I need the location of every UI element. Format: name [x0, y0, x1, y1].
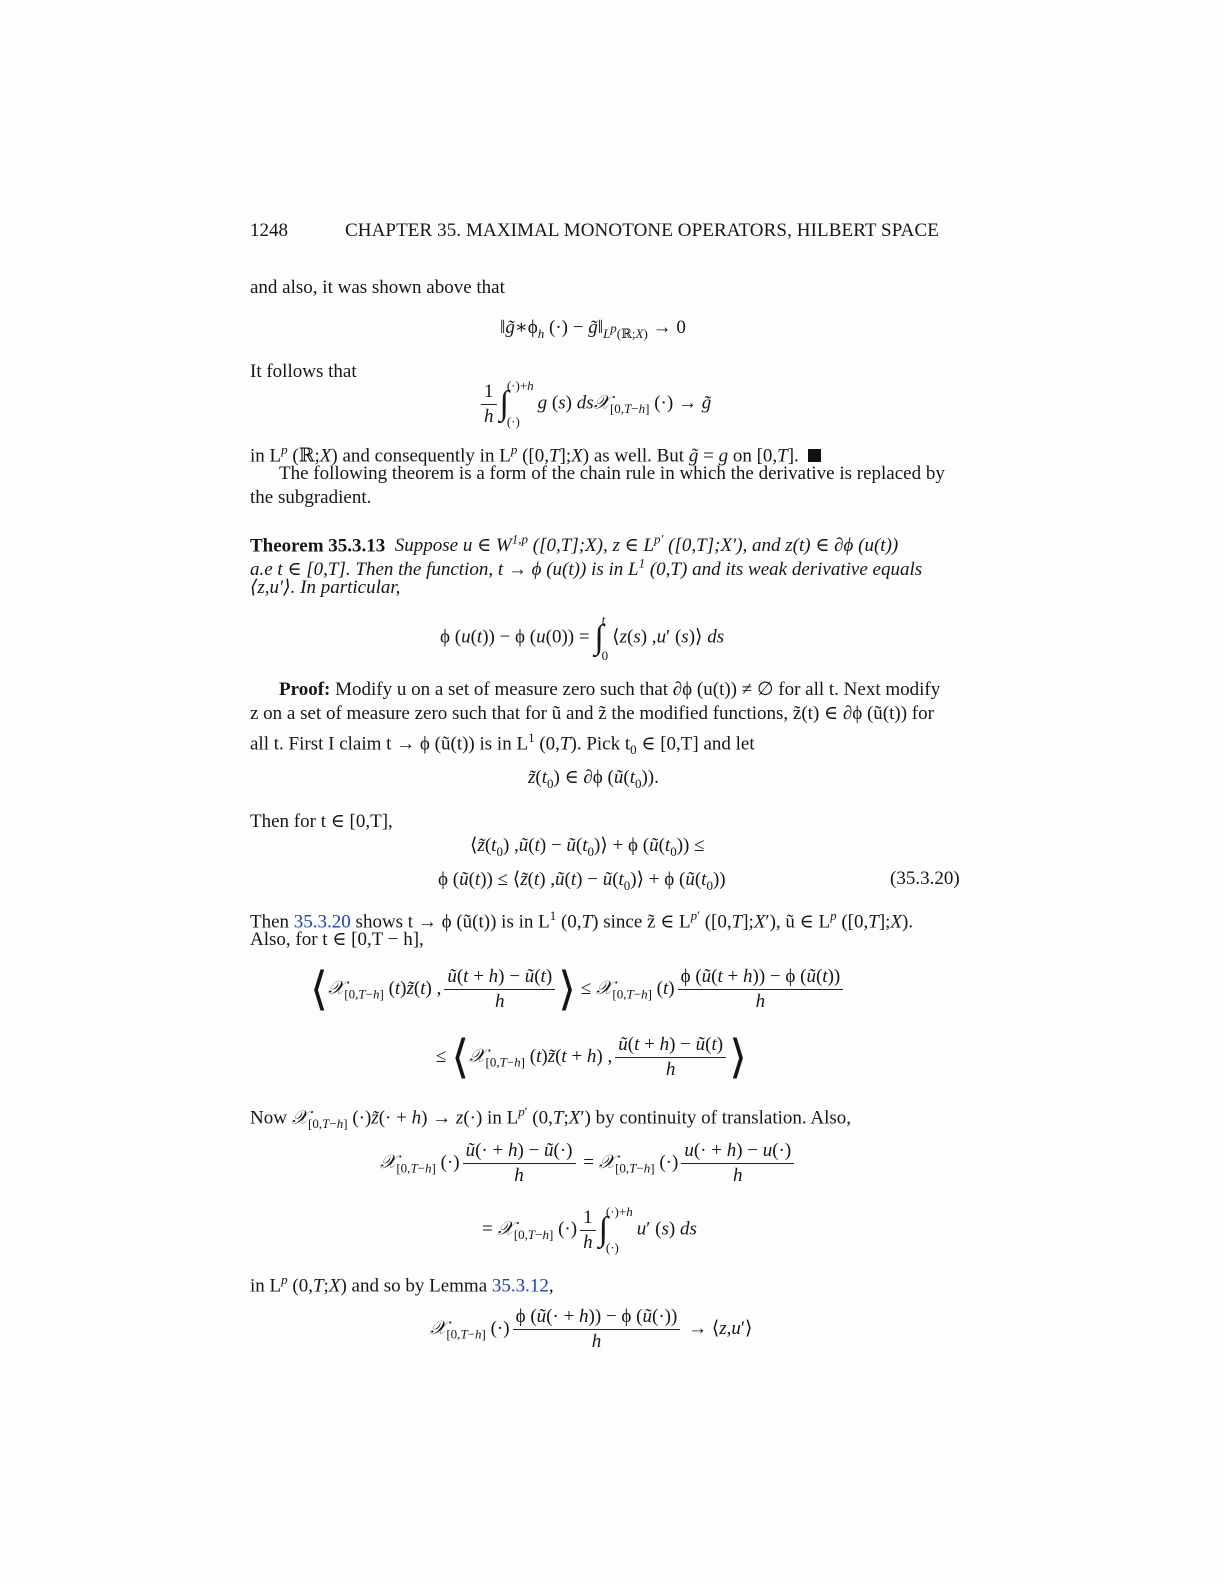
- text-fragment: all t. First I claim t → ϕ (ũ(t)) is in L: [250, 733, 529, 755]
- text-fragment: Now: [250, 1107, 292, 1129]
- text-fragment: Suppose u ∈ W: [394, 535, 512, 557]
- text-fragment: in L: [250, 445, 282, 467]
- equation-difference-quotient-2: ≤ ⟨𝒳$_{[0,T-h]}$ (t)z̃(t + h) , $\frac{ũ(t + h) - ũ(t)}{h}$ ⟩: [436, 1031, 748, 1083]
- proof-label: Proof:: [279, 679, 331, 700]
- proof-line-2: z on a set of measure zero such that for ũ and z̃ the modified functions, z̃(t) ∈ ∂ϕ (ũ(t)) for: [250, 703, 934, 724]
- equation-inequality-line-1: $⟨z̃(t_0)$ ,ũ(t) − $ũ(t_0)⟩ + \phi$ $(ũ(t_0))$ ≤: [470, 835, 705, 859]
- chapter-title: CHAPTER 35. MAXIMAL MONOTONE OPERATORS, HILBERT SPACE: [345, 220, 939, 241]
- paragraph-chain-rule-2: the subgradient.: [250, 487, 372, 508]
- text-fragment: and so by Lemma: [346, 1275, 492, 1297]
- equation-difference-quotient-1: ⟨𝒳$_{[0,T-h]}$ (t)z̃(t) , $\frac{ũ(t + h) - ũ(t)}{h}$ ⟩ ≤ 𝒳$_{[0,T-h]}$ (t) $\frac{\phi (ũ(t + h)) - \phi (ũ(t))}{h}$: [310, 966, 846, 1013]
- equation-average-limit: $\frac{1}{h}$ ∫ (·)+h (·) g (s) ds𝒳$_{[0,T-h]}$ (·) → g̃: [478, 378, 711, 430]
- theorem-line-2: a.e t ∈ [0,T]. Then the function, t → ϕ (u(t)) is in $L^1$ (0,T) and its weak derivative equals: [250, 556, 923, 581]
- page-number: 1248: [250, 220, 288, 241]
- paragraph-intro: and also, it was shown above that: [250, 277, 505, 298]
- text-fragment: , ũ ∈ L: [775, 911, 831, 933]
- text-fragment: in L: [482, 1107, 519, 1129]
- equation-norm-limit: $‖g̃∗\phi_h$ (·) − $g̃‖_{L^p(ℝ;X)} \to 0$: [500, 317, 686, 341]
- text-fragment: a.e t ∈ [0,T]. Then the function, t → ϕ (u(t)) is in L: [250, 559, 639, 581]
- paragraph-then-shows: Then 35.3.20 shows t → ϕ (ũ(t)) is in $L^1$ (0,T) since z̃ ∈ $L^{p'}$ ([0,T];X′), ũ ∈ $L^p$ ([0,T];X).: [250, 908, 914, 933]
- text-fragment: since z̃ ∈ L: [598, 911, 691, 933]
- equation-translation-1: 𝒳$_{[0,T-h]}$ (·) $\frac{ũ(\cdot + h) - ũ(\cdot)}{h}$ = 𝒳$_{[0,T-h]}$ (·) $\frac{u(\cdot + h) - u(\cdot)}{h}$: [380, 1140, 797, 1187]
- theorem-line-3: ⟨z,u′⟩. In particular,: [250, 577, 401, 598]
- equation-translation-2: = 𝒳$_{[0,T-h]}$ (·) $\frac{1}{h}$ ∫ (·)+h (·) u′ (s) ds: [482, 1204, 697, 1255]
- text-fragment: Then: [250, 911, 294, 933]
- equation-chain-rule: ϕ (u(t)) − ϕ (u(0)) = ∫ t 0 ⟨z(s) ,u′ (s)⟩ ds: [440, 612, 725, 663]
- equation-number: (35.3.20): [890, 868, 960, 889]
- equation-subgradient-t0: $z̃(t_0)$ ∈ ∂ϕ $(ũ(t_0))$.: [528, 767, 659, 791]
- text-fragment: shows t → ϕ (ũ(t)) is in L: [350, 911, 550, 933]
- theorem-line-1: Theorem 35.3.13 Suppose u ∈ W$^{1,p}$ ([0,T];X), z ∈ $L^{p'}$ ([0,T];X′), and z(t) ∈ ∂ϕ (u(t)): [250, 532, 899, 557]
- proof-line-3: all t. First I claim t → ϕ (ũ(t)) is in $L^1$ (0,T). Pick $t_0$ ∈ [0,T] and let: [250, 730, 755, 758]
- equation-reference-link[interactable]: 35.3.20: [293, 911, 351, 933]
- text-fragment: ,: [548, 1275, 554, 1297]
- text-fragment: by continuity of translation. Also,: [590, 1107, 851, 1129]
- qed-square: [808, 449, 821, 462]
- equation-final-limit: 𝒳$_{[0,T-h]}$ (·) $\frac{\phi (ũ(\cdot + h)) - \phi (ũ(\cdot))}{h}$ → ⟨z,u′⟩: [430, 1306, 753, 1352]
- text-fragment: Modify u on a set of measure zero such that ∂ϕ (u(t)) ≠ ∅ for all t. Next modify: [330, 679, 941, 700]
- paragraph-now: Now 𝒳$_{[0,T-h]}$ (·)z̃(· + h) → z(·) in $L^{p'}$ (0,T;X′) by continuity of translation. Also,: [250, 1104, 851, 1132]
- paragraph-lp-convergence: in $L^p$ (ℝ;X) and consequently in $L^p$ ([0,T];X) as well. But g̃ = g on [0,T].: [250, 438, 821, 468]
- text-fragment: . Pick t: [576, 733, 631, 755]
- text-fragment: on: [728, 445, 757, 467]
- paragraph-lemma: in $L^p$ (0,T;X) and so by Lemma 35.3.12,: [250, 1272, 554, 1297]
- proof-line-1: [279, 678, 940, 702]
- text-fragment: and its weak derivative equals: [687, 559, 923, 581]
- lemma-reference-link[interactable]: 35.3.12: [491, 1275, 549, 1297]
- paragraph-follows: It follows that: [250, 361, 357, 382]
- text-fragment: ∈ [0,T] and let: [636, 733, 755, 755]
- equation-inequality-line-2: ϕ (ũ(t)) ≤ ⟨z̃(t) ,ũ(t) − $ũ(t_0)⟩ + \phi$ $(ũ(t_0))$: [438, 869, 726, 893]
- text-fragment: . In particular,: [290, 577, 401, 598]
- text-fragment: in L: [250, 1275, 282, 1297]
- text-fragment: as well. But: [589, 445, 689, 467]
- paragraph-chain-rule-1: The following theorem is a form of the chain rule in which the derivative is replaced by: [279, 463, 945, 484]
- paragraph-then-for-t: Then for t ∈ [0,T],: [250, 811, 393, 832]
- theorem-label: Theorem 35.3.13: [250, 535, 386, 557]
- paragraph-also: Also, for t ∈ [0,T − h],: [250, 929, 424, 950]
- text-fragment: and consequently in L: [337, 445, 511, 467]
